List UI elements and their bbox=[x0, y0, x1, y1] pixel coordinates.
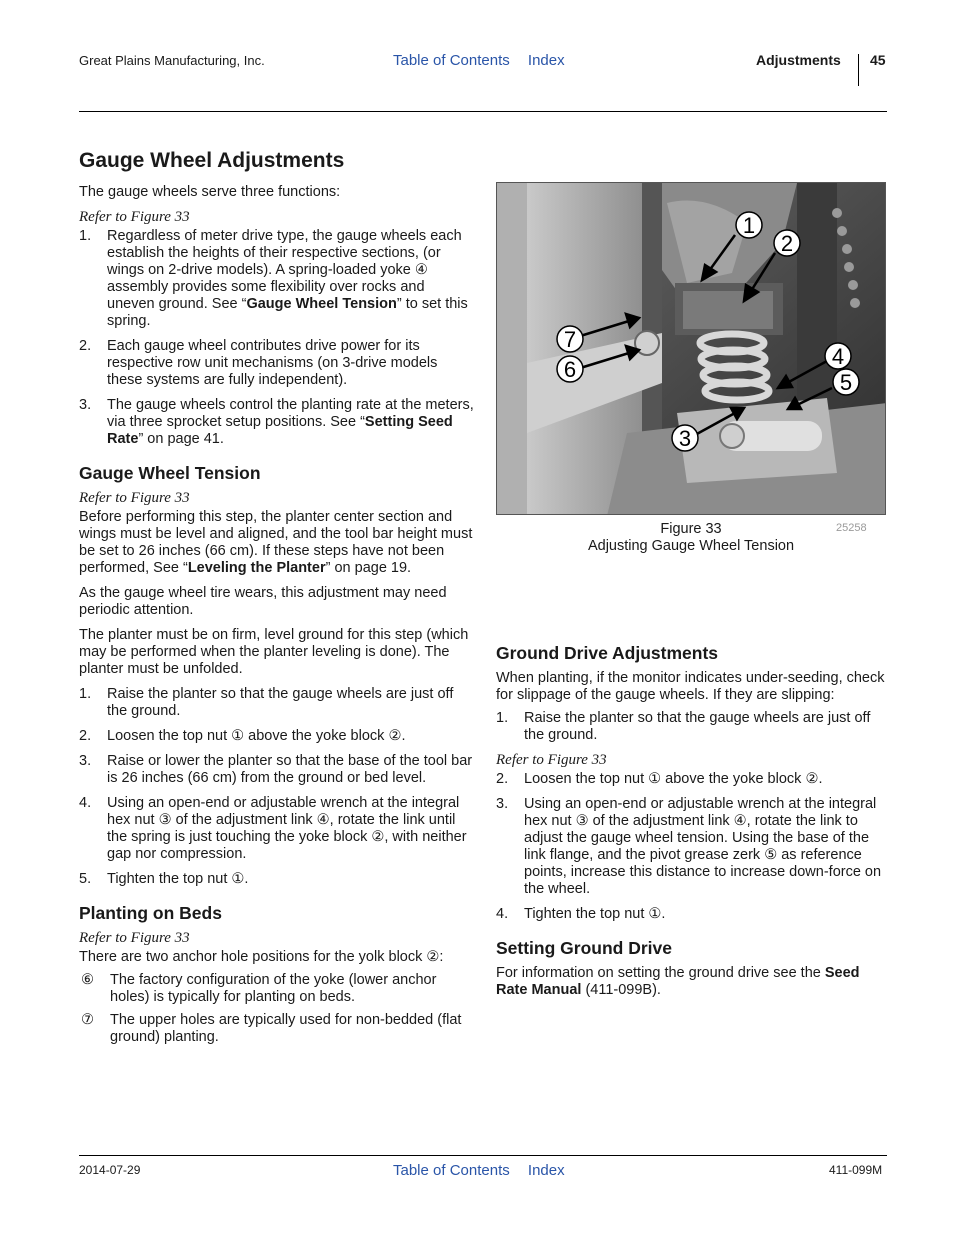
list-item bbox=[79, 397, 474, 448]
list-item-text: The factory configuration of the yoke (lower anchor holes) is typically for planting on beds. bbox=[110, 972, 437, 1005]
list-item-number: 2. bbox=[79, 338, 92, 354]
header-nav bbox=[393, 52, 579, 69]
callout-3: 3 bbox=[678, 426, 692, 451]
beds-ref: Refer to Figure 33 bbox=[79, 930, 190, 946]
list-item-text: Tighten the top nut ①. bbox=[107, 871, 249, 887]
figure-caption-number: Figure 33 bbox=[660, 521, 722, 537]
figure-image-id: 25258 bbox=[836, 522, 867, 534]
footer-doc-code: 411-099M bbox=[829, 1163, 883, 1177]
list-item-number: ⑦ bbox=[81, 1012, 94, 1028]
figure-33-photo bbox=[496, 182, 886, 515]
figure-caption-title: Adjusting Gauge Wheel Tension bbox=[587, 538, 795, 554]
list-item-number: 1. bbox=[79, 686, 92, 702]
gauge-wheel-ref: Refer to Figure 33 bbox=[79, 209, 190, 225]
left-column bbox=[79, 148, 474, 1052]
gauge-wheel-intro: The gauge wheels serve three functions: bbox=[79, 184, 341, 200]
figure-33-illustration bbox=[497, 183, 886, 515]
list-item-text: Regardless of meter drive type, the gauge wheels each establish the heights of their respective sections, (or wings on 2-drive models). A spring-loaded yoke ④ assembly provides some flexibility over rocks and uneven ground. See “Gauge Wheel Tension” to set this spring. bbox=[107, 228, 468, 329]
ground-drive-ref: Refer to Figure 33 bbox=[496, 752, 607, 768]
list-item bbox=[79, 728, 474, 745]
figure-caption bbox=[496, 521, 886, 555]
list-item-number: ⑥ bbox=[81, 972, 94, 988]
list-item-number: 1. bbox=[496, 710, 509, 726]
list-item-text: Tighten the top nut ①. bbox=[524, 906, 666, 922]
list-item-number: 5. bbox=[79, 871, 92, 887]
header-page-number: 45 bbox=[870, 52, 886, 68]
list-item bbox=[79, 795, 474, 863]
header-rule bbox=[79, 111, 887, 112]
tension-ref: Refer to Figure 33 bbox=[79, 490, 190, 506]
list-item-number: 4. bbox=[496, 906, 509, 922]
tension-paragraph-3: The planter must be on firm, level ground for this step (which may be performed when the planter leveling is done). The planter must be unfolded. bbox=[79, 627, 469, 677]
list-item-text: The upper holes are typically used for non-bedded (flat ground) planting. bbox=[110, 1012, 462, 1045]
tension-paragraph-2: As the gauge wheel tire wears, this adjustment may need periodic attention. bbox=[79, 585, 447, 618]
list-item-text: Loosen the top nut ① above the yoke block ②. bbox=[107, 728, 406, 744]
list-item-number: 4. bbox=[79, 795, 92, 811]
list-item-text: Raise or lower the planter so that the base of the tool bar is 26 inches (66 cm) from the ground or bed level. bbox=[107, 753, 473, 786]
list-item-text: The gauge wheels control the planting rate at the meters, via three sprocket setup positions. See “Setting Seed Rate” on page 41. bbox=[107, 397, 474, 447]
list-item bbox=[79, 338, 474, 389]
header-index-link[interactable]: Index bbox=[527, 52, 565, 69]
list-item bbox=[79, 753, 474, 787]
callout-2: 2 bbox=[780, 231, 794, 256]
header-section-title: Adjustments bbox=[756, 52, 841, 68]
tension-paragraph-1: Before performing this step, the planter center section and wings must be level and aligned, and the tool bar height must be set to 26 inches (66 cm). If these steps have not been performed, See “Leveling the Planter” on page 19. bbox=[79, 509, 473, 576]
list-item-text: Raise the planter so that the gauge wheels are just off the ground. bbox=[524, 710, 871, 743]
footer-rule bbox=[79, 1155, 887, 1156]
list-item bbox=[79, 686, 474, 720]
setting-ground-drive-title: Setting Ground Drive bbox=[496, 938, 672, 958]
header-toc-link[interactable]: Table of Contents bbox=[393, 52, 510, 69]
list-item bbox=[79, 1012, 474, 1046]
header-divider bbox=[858, 54, 859, 86]
footer-toc-link[interactable]: Table of Contents bbox=[393, 1162, 510, 1179]
footer-index-link[interactable]: Index bbox=[527, 1162, 565, 1179]
list-item bbox=[496, 906, 886, 923]
callout-7: 7 bbox=[563, 327, 577, 352]
header-company: Great Plains Manufacturing, Inc. bbox=[79, 53, 265, 68]
footer-nav bbox=[393, 1162, 579, 1179]
callout-5: 5 bbox=[839, 370, 853, 395]
setting-ground-drive-text: For information on setting the ground drive see the Seed Rate Manual (411-099B). bbox=[496, 965, 860, 998]
callout-6: 6 bbox=[563, 357, 577, 382]
footer-date: 2014-07-29 bbox=[79, 1163, 141, 1177]
gauge-wheel-title: Gauge Wheel Adjustments bbox=[79, 149, 345, 172]
list-item bbox=[79, 871, 474, 888]
callout-4: 4 bbox=[831, 344, 845, 369]
list-item bbox=[79, 972, 474, 1006]
right-column bbox=[496, 642, 886, 1007]
list-item bbox=[496, 710, 886, 744]
beds-title: Planting on Beds bbox=[79, 903, 222, 923]
ground-drive-intro: When planting, if the monitor indicates under-seeding, check for slippage of the gauge wheels. If they are slipping: bbox=[496, 670, 885, 703]
tension-title: Gauge Wheel Tension bbox=[79, 463, 261, 483]
list-item-number: 3. bbox=[496, 796, 509, 812]
list-item-text: Loosen the top nut ① above the yoke block ②. bbox=[524, 771, 823, 787]
list-item-text: Using an open-end or adjustable wrench at the integral hex nut ③ of the adjustment link ④, rotate the link to adjust the gauge wheel tension. Using the base of the link flange, and the pivot grease zerk ⑤ as reference points, increase this distance to increase down-force on the wheel. bbox=[524, 796, 882, 897]
list-item bbox=[496, 771, 886, 788]
list-item-number: 2. bbox=[496, 771, 509, 787]
list-item-text: Each gauge wheel contributes drive power for its respective row unit mechanisms (on 3-drive models these systems are fully independent). bbox=[107, 338, 438, 388]
beds-intro: There are two anchor hole positions for the yolk block ②: bbox=[79, 949, 444, 965]
list-item-text: Using an open-end or adjustable wrench at the integral hex nut ③ of the adjustment link ④, rotate the link until the spring is just touching the yoke block ②, with neither gap nor compression. bbox=[107, 795, 467, 862]
list-item-number: 3. bbox=[79, 397, 92, 413]
list-item bbox=[496, 796, 886, 898]
list-item-text: Raise the planter so that the gauge wheels are just off the ground. bbox=[107, 686, 454, 719]
list-item-number: 1. bbox=[79, 228, 92, 244]
list-item bbox=[79, 228, 474, 330]
ground-drive-title: Ground Drive Adjustments bbox=[496, 643, 719, 663]
callout-1: 1 bbox=[742, 213, 756, 238]
list-item-number: 2. bbox=[79, 728, 92, 744]
list-item-number: 3. bbox=[79, 753, 92, 769]
